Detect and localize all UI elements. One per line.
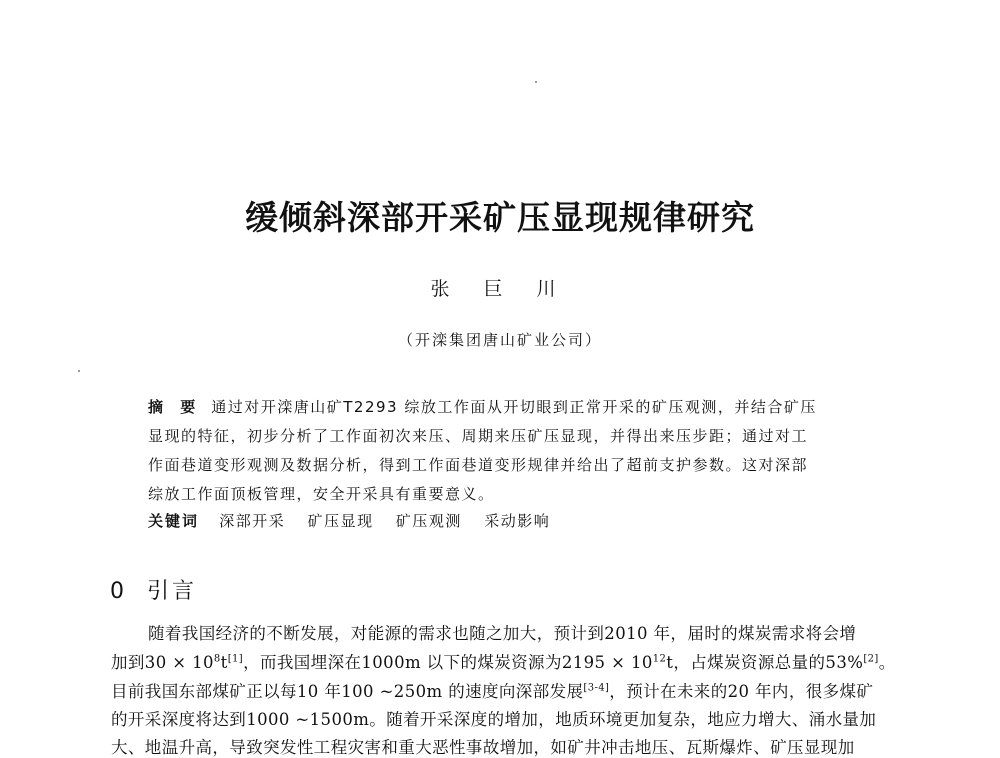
- body-text: ，预计在未来的20 年内，很多煤矿: [609, 682, 874, 701]
- keyword: 矿压观测: [395, 512, 462, 530]
- section-heading: [110, 574, 197, 605]
- scan-speck: [535, 81, 537, 83]
- exponent: 8: [213, 653, 221, 665]
- body-line: [111, 649, 896, 673]
- abstract-text: 通过对开滦唐山矿T2293 综放工作面从开切眼到正常开采的矿压观测，并结合矿压: [211, 398, 817, 416]
- abstract-label: 摘 要: [148, 398, 202, 416]
- body-text: ，而我国埋深在1000m 以下的煤炭资源为2195 × 10: [243, 653, 653, 672]
- section-title: 引言: [147, 579, 198, 604]
- body-line: [111, 678, 873, 702]
- body-text: t，占煤炭资源总量的53%: [666, 653, 864, 672]
- author-affiliation: （开滦集团唐山矿业公司）: [397, 331, 602, 349]
- abstract-line: 综放工作面顶板管理，安全开采具有重要意义。: [148, 485, 495, 503]
- citation: [3-4]: [583, 682, 610, 694]
- keywords-label: 关键词: [148, 512, 200, 530]
- body-line: 随着我国经济的不断发展，对能源的需求也随之加大，预计到2010 年，届时的煤炭需求将会增: [148, 624, 857, 643]
- exponent: 12: [652, 653, 667, 665]
- abstract-line: 显现的特征，初步分析了工作面初次来压、周期来压矿压显现，并得出来压步距；通过对工: [148, 427, 809, 445]
- keyword: 矿压显现: [307, 512, 374, 530]
- author-name: 张 巨 川: [430, 278, 570, 300]
- body-line: 大、地温升高，导致突发性工程灾害和重大恶性事故增加，如矿井冲击地压、瓦斯爆炸、矿压显现加: [111, 738, 855, 757]
- keyword: 采动影响: [484, 512, 551, 530]
- paper-title: 缓倾斜深部开采矿压显现规律研究: [245, 198, 755, 237]
- keyword: 深部开采: [219, 512, 286, 530]
- scan-speck: [78, 370, 80, 372]
- keywords-line: [148, 510, 566, 531]
- citation: [2]: [863, 653, 879, 665]
- section-number: 0: [110, 579, 127, 604]
- abstract-line: 作面巷道变形观测及数据分析，得到工作面巷道变形规律并给出了超前支护参数。这对深部: [148, 456, 809, 474]
- citation: [1]: [227, 653, 244, 665]
- body-text: t: [220, 653, 228, 672]
- body-text: 加到30 × 10: [111, 653, 214, 672]
- body-text: 。: [878, 653, 896, 672]
- abstract-line: [148, 396, 817, 417]
- body-text: 目前我国东部煤矿正以每10 年100 ~250m 的速度向深部发展: [111, 682, 584, 701]
- body-line: 的开采深度将达到1000 ~1500m。随着开采深度的增加，地质环境更加复杂，地应力增大、涌水量加: [111, 710, 877, 729]
